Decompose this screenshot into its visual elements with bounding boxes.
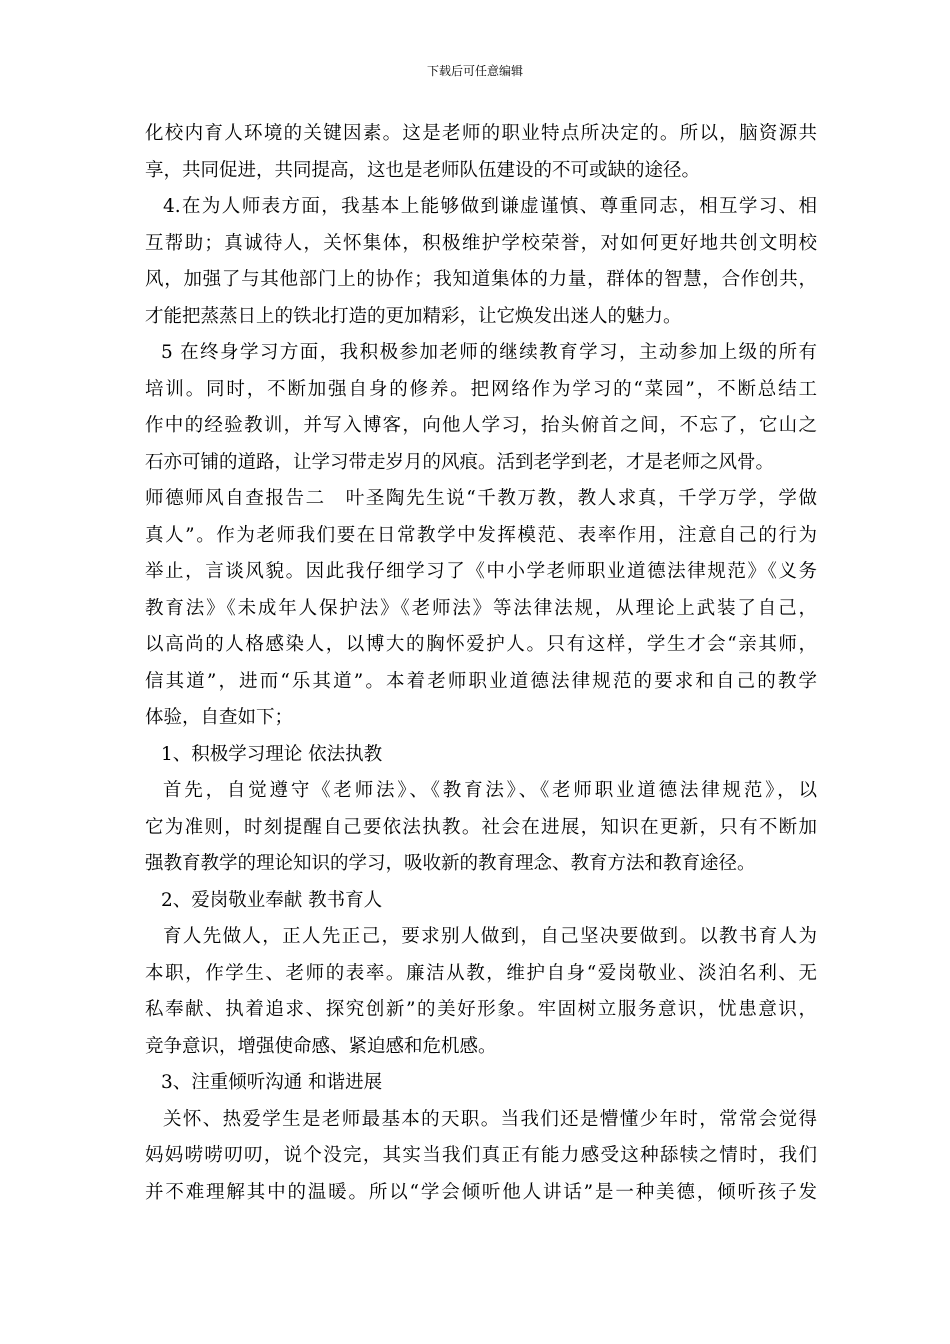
text-line: 培训。同时，不断加强自身的修养。把网络作为学习的“菜园”，不断总结工 bbox=[145, 378, 817, 400]
text-line: 强教育教学的理论知识的学习，吸收新的教育理念、教育方法和教育途径。 bbox=[145, 853, 756, 874]
text-line: 互帮助；真诚待人，关怀集体，积极维护学校荣誉，对如何更好地共创文明校 bbox=[145, 232, 817, 254]
text-line: 真人”。作为老师我们要在日常教学中发挥模范、表率作用，注意自己的行为 bbox=[145, 524, 817, 546]
section-heading: 3、注重倾听沟通 和谐进展 bbox=[161, 1072, 383, 1093]
text-line: 体验，自查如下； bbox=[145, 707, 294, 728]
text-line: 信其道”，进而“乐其道”。本着老师职业道德法律规范的要求和自己的教学 bbox=[145, 670, 817, 692]
page-header: 下载后可任意编辑 bbox=[426, 64, 523, 78]
text-line: 它为准则，时刻提醒自己要依法执教。社会在进展，知识在更新，只有不断加 bbox=[145, 816, 817, 838]
text-line: 才能把蒸蒸日上的铁北打造的更加精彩，让它焕发出迷人的魅力。 bbox=[145, 305, 682, 327]
text-line: 化校内育人环境的关键因素。这是老师的职业特点所决定的。所以，脑资源共 bbox=[145, 123, 817, 144]
text-line: 首先，自觉遵守《老师法》、《教育法》、《老师职业道德法律规范》，以 bbox=[163, 780, 817, 801]
text-line: 享，共同促进，共同提高，这也是老师队伍建设的不可或缺的途径。 bbox=[145, 159, 701, 181]
text-line: 5 在终身学习方面，我积极参加老师的继续教育学习，主动参加上级的所有 bbox=[161, 342, 817, 363]
document-body bbox=[145, 116, 817, 1211]
text-line: 风，加强了与其他部门上的协作；我知道集体的力量，群体的智慧，合作创共， bbox=[145, 269, 817, 290]
text-line: 妈妈唠唠叨叨，说个没完，其实当我们真正有能力感受这种舔犊之情时，我们 bbox=[145, 1145, 817, 1166]
text-line: 举止，言谈风貌。因此我仔细学习了《中小学老师职业道德法律规范》《义务 bbox=[145, 561, 817, 582]
text-line: 石亦可铺的道路，让学习带走岁月的风痕。活到老学到老，才是老师之风骨。 bbox=[145, 451, 775, 473]
text-line: 本职，作学生、老师的表率。廉洁从教，维护自身“爱岗敬业、淡泊名利、无 bbox=[145, 962, 817, 984]
text-line: 并不难理解其中的温暖。所以“学会倾听他人讲话”是一种美德，倾听孩子发 bbox=[145, 1181, 817, 1203]
text-line: 作中的经验教训，并写入博客，向他人学习，抬头俯首之间，不忘了，它山之 bbox=[145, 415, 817, 436]
text-line: 竞争意识，增强使命感、紧迫感和危机感。 bbox=[145, 1035, 497, 1057]
text-line: 关怀、热爱学生是老师最基本的天职。当我们还是懵懂少年时，常常会觉得 bbox=[163, 1108, 817, 1130]
text-line: 师德师风自查报告二 叶圣陶先生说“千教万教，教人求真，千学万学，学做 bbox=[145, 488, 817, 509]
section-heading: 1、积极学习理论 依法执教 bbox=[161, 743, 383, 765]
text-line: 私奉献、执着追求、探究创新”的美好形象。牢固树立服务意识，忧患意识， bbox=[145, 999, 817, 1020]
text-line: 以高尚的人格感染人，以博大的胸怀爱护人。只有这样，学生才会“亲其师， bbox=[145, 634, 817, 655]
text-line: 4.在为人师表方面，我基本上能够做到谦虚谨慎、尊重同志，相互学习、相 bbox=[163, 196, 817, 217]
section-heading: 2、爱岗敬业奉献 教书育人 bbox=[161, 889, 383, 911]
text-line: 育人先做人，正人先正己，要求别人做到，自己坚决要做到。以教书育人为 bbox=[163, 926, 817, 947]
text-line: 教育法》《未成年人保护法》《老师法》等法律法规，从理论上武装了自己， bbox=[145, 597, 817, 619]
